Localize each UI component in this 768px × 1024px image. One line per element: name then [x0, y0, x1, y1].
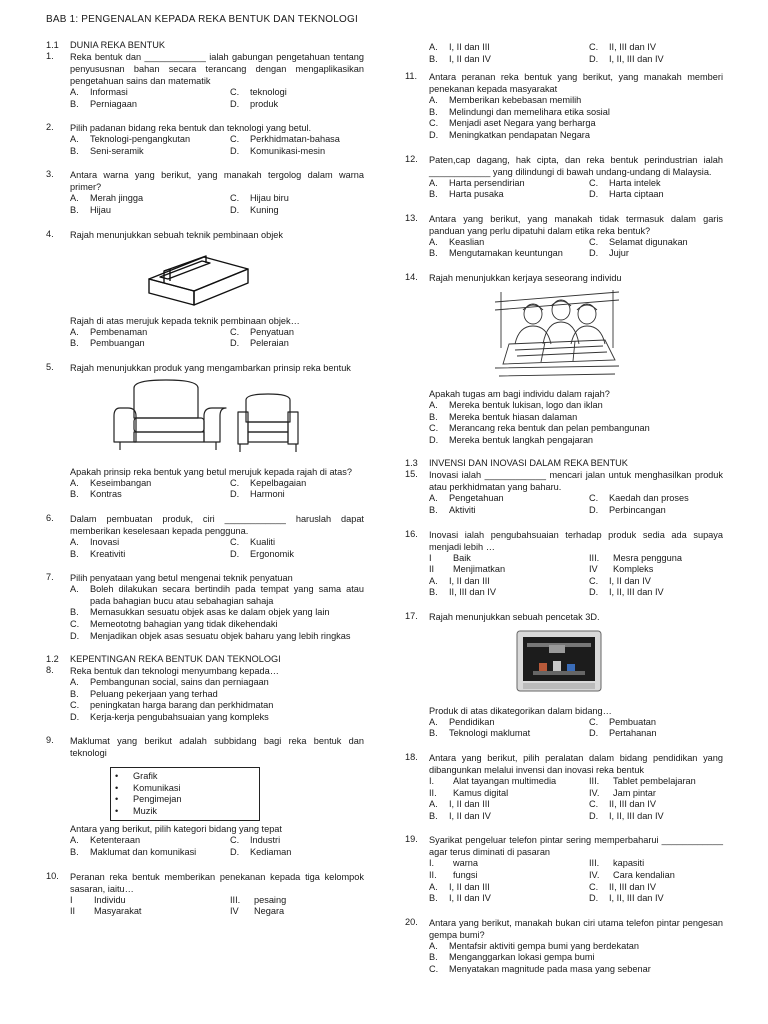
roman-iii: III. Tablet pembelajaran	[589, 776, 696, 787]
option-d[interactable]: D. Mereka bentuk langkah pengajaran	[429, 434, 594, 445]
option-c[interactable]: C. Kualiti	[230, 536, 276, 547]
option-a[interactable]: A. Pendidikan	[429, 716, 495, 727]
option-c[interactable]: C. Selamat digunakan	[589, 236, 688, 247]
question-1: 1. Reka bentuk dan ____________ ialah gabungan pengetahuan tentang penyususnan bahan secara terancang dengan mengaplikasikan pengetahuan sains dan matematik A. Informasi C. teknologi B. Perniagaan D. produk	[46, 51, 364, 109]
option-a[interactable]: A. Keaslian	[429, 236, 485, 247]
question-15: 15. Inovasi ialah ____________ mencari jalan untuk menghasilkan produk atau perkhidmatan yang baharu. A. Pengetahuan C. Kaedah dan proses B. Aktiviti D. Perbincangan	[405, 469, 723, 515]
question-17: 17. Rajah menunjukkan sebuah pencetak 3D. Produk di atas dikategorikan dalam bidang… A. Pendidikan C. Pembuatan B. Teknologi maklumat D. Pertahanan	[405, 611, 723, 740]
question-20: 20. Antara yang berikut, manakah bukan ciri utama telefon pintar pengesan gempa bumi? A. Mentafsir aktiviti gempa bumi yang berdekatan B. Menganggarkan lokasi gempa bumi C. Menyatakan magnitude pada masa yang sebenar	[405, 916, 723, 974]
3d-printer-figure	[513, 627, 723, 699]
roman-i: I. Alat tayangan multimedia	[429, 776, 557, 787]
roman-ii: II Masyarakat	[70, 906, 142, 917]
roman-iv: IV Kompleks	[589, 564, 654, 575]
option-a[interactable]: A. I, II dan III	[429, 42, 490, 52]
roman-iv: IV. Jam pintar	[589, 787, 656, 798]
option-d[interactable]: D. Kuning	[230, 204, 279, 215]
option-b[interactable]: B. II, III dan IV	[429, 587, 496, 598]
option-c[interactable]: C. Industri	[230, 835, 281, 846]
option-c[interactable]: C. Menyatakan magnitude pada masa yang sebenar	[429, 964, 651, 974]
option-b[interactable]: B. Teknologi maklumat	[429, 728, 531, 739]
option-a[interactable]: A. Pembenaman	[70, 326, 148, 337]
option-b[interactable]: B. I, II dan IV	[429, 810, 491, 821]
option-c[interactable]: C. Pembuatan	[589, 716, 656, 727]
question-12: 12. Paten,cap dagang, hak cipta, dan reka bentuk perindustrian ialah ____________ yang dilindungi di bawah undang-undang di Malaysia. A. Harta persendirian C. Harta intelek B. Harta pusaka D. Harta ciptaan	[405, 153, 723, 200]
option-b[interactable]: B. Kontras	[70, 489, 122, 500]
option-c[interactable]: C. Perkhidmatan-bahasa	[230, 134, 340, 145]
section-heading: 1.1 DUNIA REKA BENTUK	[46, 40, 165, 50]
question-6: 6. Dalam pembuatan produk, ciri ____________ haruslah dapat memberikan keselesaan kepada pengguna. A. Inovasi C. Kualiti B. Kreativiti D. Ergonomik	[46, 512, 364, 559]
option-c[interactable]: C. Hijau biru	[230, 193, 289, 204]
option-d[interactable]: D. Ergonomik	[230, 548, 294, 559]
question-11: 11. Antara peranan reka bentuk yang berikut, yang manakah memberi penekanan kepada masyarakat A. Memberikan kebebasan memilih B. Melindungi dan memelihara etika sosial C. Menjadi aset Negara yang berharga D. Meningkatkan pendapatan Negara	[405, 71, 723, 140]
option-c[interactable]: C. I, II dan IV	[589, 575, 651, 586]
roman-i: I Baik	[429, 552, 471, 563]
option-c[interactable]: C. II, III dan IV	[589, 42, 656, 52]
option-c[interactable]: C. Memeototng bahagian yang tidak dikehendaki	[70, 618, 278, 629]
option-d[interactable]: D. Kerja-kerja pengubahsuaian yang kompleks	[70, 711, 269, 722]
option-a[interactable]: A. Memberikan kebebasan memilih	[429, 95, 582, 106]
option-b[interactable]: B. Memasukkan sesuatu objek asas ke dalam objek yang lain	[70, 607, 330, 618]
option-c[interactable]: C. Kaedah dan proses	[589, 493, 689, 504]
option-a[interactable]: A. Boleh dilakukan secara bertindih pada tempat yang sama atau pada bahagian bucu atau sebahagian sahaja	[70, 584, 364, 606]
option-d[interactable]: D. I, II, III dan IV	[589, 587, 664, 598]
roman-iii: III. kapasiti	[589, 858, 645, 869]
roman-iii: III. Mesra pengguna	[589, 552, 682, 563]
option-b[interactable]: B. Aktiviti	[429, 504, 476, 515]
roman-ii: II Menjimatkan	[429, 564, 506, 575]
right-column	[405, 42, 723, 988]
option-b[interactable]: B. Perniagaan	[70, 98, 137, 109]
question-9: 9. Maklumat yang berikut adalah subbidang bagi reka bentuk dan teknologi • Grafik • Komunikasi • Pengimejan • Muzik Antara yang berikut, pilih kategori bidang yang tepat A. Ketenteraan C. Industri B. Maklumat dan komunikasi D. Kediaman	[46, 735, 364, 858]
option-b[interactable]: B. Kreativiti	[70, 548, 126, 559]
option-d[interactable]: D. Komunikasi-mesin	[230, 145, 326, 156]
option-b[interactable]: B. Mereka bentuk hiasan dalaman	[429, 411, 578, 422]
question-10: 10. Peranan reka bentuk memberikan penekanan kepada tiga kelompok sasaran, iaitu… I Individu III. pesaing II Masyarakat IV Negara	[46, 870, 364, 917]
option-b[interactable]: B. Menganggarkan lokasi gempa bumi	[429, 952, 595, 963]
option-d[interactable]: D. Kediaman	[230, 847, 292, 858]
option-d[interactable]: D. I, II, III dan IV	[589, 53, 664, 64]
question-4: 4. Rajah menunjukkan sebuah teknik pembinaan objek Rajah di atas merujuk kepada teknik pembinaan objek… A. Pembenaman C. Penyatuan B. Pembuangan D. Peleraian	[46, 229, 364, 350]
option-d[interactable]: D. Perbincangan	[589, 504, 666, 515]
option-b[interactable]: B. Pembuangan	[70, 338, 145, 349]
roman-i: I Individu	[70, 894, 126, 905]
option-b[interactable]: B. Maklumat dan komunikasi	[70, 847, 197, 858]
option-b[interactable]: B. Harta pusaka	[429, 189, 504, 200]
option-a[interactable]: A. Mereka bentuk lukisan, logo dan iklan	[429, 399, 603, 410]
roman-i: I. warna	[429, 858, 479, 869]
question-3: 3. Antara warna yang berikut, yang manakah tergolog dalam warna primer? A. Merah jingga C. Hijau biru B. Hijau D. Kuning	[46, 169, 364, 215]
option-a[interactable]: A. Merah jingga	[70, 193, 144, 204]
option-c[interactable]: C. Menjadi aset Negara yang berharga	[429, 118, 596, 129]
question-10-options	[405, 42, 723, 65]
question-13: 13. Antara yang berikut, yang manakah tidak termasuk dalam garis panduan yang perlu dipatuhi dalam etika reka bentuk? A. Keaslian C. Selamat digunakan B. Mengutamakan keuntungan D. Jujur	[405, 212, 723, 259]
option-d[interactable]: D. produk	[230, 98, 279, 109]
option-d[interactable]: D. I, II, III dan IV	[589, 893, 664, 904]
option-b[interactable]: B. Hijau	[70, 204, 111, 215]
option-d[interactable]: D. Jujur	[589, 248, 629, 259]
option-d[interactable]: D. Pertahanan	[589, 728, 657, 739]
armchairs-figure	[106, 378, 364, 460]
option-c[interactable]: C. II, III dan IV	[589, 881, 656, 892]
option-a[interactable]: A. Ketenteraan	[70, 835, 141, 846]
roman-iv: IV Negara	[230, 906, 285, 917]
option-a[interactable]: A. I, II dan III	[429, 881, 490, 892]
option-c[interactable]: C. Penyatuan	[230, 326, 294, 337]
option-c[interactable]: C. II, III dan IV	[589, 799, 656, 810]
question-8: 8. Reka bentuk dan teknologi menyumbang kepada… A. Pembangunan social, sains dan perniagaan B. Peluang pekerjaan yang terhad C. peningkatan harga barang dan perkhidmatan D. Kerja-kerja pengubahsuaian yang kompleks	[46, 665, 364, 723]
option-a[interactable]: A. Teknologi-pengangkutan	[70, 134, 191, 145]
section-heading: 1.3 INVENSI DAN INOVASI DALAM REKA BENTUK	[405, 458, 628, 469]
section-heading: 1.2 KEPENTINGAN REKA BENTUK DAN TEKNOLOGI	[46, 654, 281, 665]
option-a[interactable]: A. Pembangunan social, sains dan perniagaan	[70, 677, 269, 688]
joint-block-figure	[144, 251, 364, 311]
roman-ii: II. Kamus digital	[429, 787, 509, 798]
option-a[interactable]: A. Pengetahuan	[429, 493, 504, 504]
question-5: 5. Rajah menunjukkan produk yang mengambarkan prinsip reka bentuk Apakah prinsip reka bentuk yang betul merujuk kepada rajah di atas? A. Keseimbangan C. Kepelbagaian B. Kontras D. Harmoni	[46, 362, 364, 501]
option-d[interactable]: D. Meningkatkan pendapatan Negara	[429, 129, 590, 140]
question-7: 7. Pilih penyataan yang betul mengenai teknik penyatuan A. Boleh dilakukan secara bertindih pada tempat yang sama atau pada bahagian bucu atau sebahagian sahaja B. Memasukkan sesuatu objek asas ke dalam objek yang lain C. Memeototng bahagian yang tidak dikehendaki D. Menjadikan objek asas sesuatu objek baharu yang lebih ringkas	[46, 572, 364, 641]
roman-ii: II. fungsi	[429, 870, 478, 881]
option-d[interactable]: D. I, II, III dan IV	[589, 810, 664, 821]
option-c[interactable]: C. Kepelbagaian	[230, 477, 307, 488]
option-b[interactable]: B. I, II dan IV	[429, 53, 491, 64]
option-c[interactable]: C. Harta intelek	[589, 177, 661, 188]
option-a[interactable]: A. Harta persendirian	[429, 177, 525, 188]
roman-iii: III. pesaing	[230, 894, 287, 905]
option-d[interactable]: D. Harta ciptaan	[589, 189, 664, 200]
option-d[interactable]: D. Harmoni	[230, 489, 285, 500]
question-19: 19. Syarikat pengeluar telefon pintar sering memperbaharui ____________ agar terus diminati di pasaran I. warna III. kapasiti II. fungsi IV. Cara kendalian A. I, II dan III C. II, III dan IV B. I, II dan IV D. I, II, III dan IV	[405, 834, 723, 904]
chapter-title: BAB 1: PENGENALAN KEPADA REKA BENTUK DAN TEKNOLOGI	[46, 14, 358, 25]
option-b[interactable]: B. I, II dan IV	[429, 893, 491, 904]
subfield-list-box: • Grafik • Komunikasi • Pengimejan • Muzik	[110, 767, 260, 821]
question-14: 14. Rajah menunjukkan kerjaya seseorang individu Apakah tugas am bagi individu dalam rajah? A. Mereka bentuk lukisan, logo dan iklan B. Mereka bentuk hiasan dalaman C. Merancang reka bentuk dan pelan pembangunan D. Mereka bentuk langkah pengajaran	[405, 272, 723, 446]
option-d[interactable]: D. Menjadikan objek asas sesuatu objek baharu yang lebih ringkas	[70, 630, 351, 641]
option-b[interactable]: B. Mengutamakan keuntungan	[429, 248, 563, 259]
option-b[interactable]: B. Peluang pekerjaan yang terhad	[70, 688, 218, 699]
roman-iv: IV. Cara kendalian	[589, 870, 675, 881]
question-2: 2. Pilih padanan bidang reka bentuk dan teknologi yang betul. A. Teknologi-pengangkutan C. Perkhidmatan-bahasa B. Seni-seramik D. Komunikasi-mesin	[46, 122, 364, 157]
option-a[interactable]: A. I, II dan III	[429, 575, 490, 586]
option-a[interactable]: A. I, II dan III	[429, 799, 490, 810]
option-a[interactable]: A. Informasi	[70, 87, 128, 97]
question-16: 16. Inovasi ialah pengubahsuaian terhadap produk sedia ada supaya menjadi lebih … I Baik III. Mesra pengguna II Menjimatkan IV Kompleks A. I, II dan III C. I, II dan IV B. II, III dan IV D. I, II, III dan IV	[405, 528, 723, 598]
option-c[interactable]: C. teknologi	[230, 87, 287, 97]
option-c[interactable]: C. peningkatan harga barang dan perkhidmatan	[70, 700, 274, 711]
option-d[interactable]: D. Peleraian	[230, 338, 289, 349]
option-a[interactable]: A. Inovasi	[70, 536, 120, 547]
option-c[interactable]: C. Merancang reka bentuk dan pelan pembangunan	[429, 423, 650, 434]
option-a[interactable]: A. Mentafsir aktiviti gempa bumi yang berdekatan	[429, 940, 639, 951]
left-column	[46, 40, 364, 930]
option-a[interactable]: A. Keseimbangan	[70, 477, 152, 488]
question-18: 18. Antara yang berikut, pilih peralatan dalam bidang pendidikan yang dibangunkan melalui invensi dan inovasi reka bentuk I. Alat tayangan multimedia III. Tablet pembelajaran II. Kamus digital IV. Jam pintar A. I, II dan III C. II, III dan IV B. I, II dan IV D. I, II, III dan IV	[405, 752, 723, 821]
workers-sketch-figure	[495, 288, 723, 382]
option-b[interactable]: B. Melindungi dan memelihara etika sosial	[429, 106, 610, 117]
option-b[interactable]: B. Seni-seramik	[70, 145, 144, 156]
